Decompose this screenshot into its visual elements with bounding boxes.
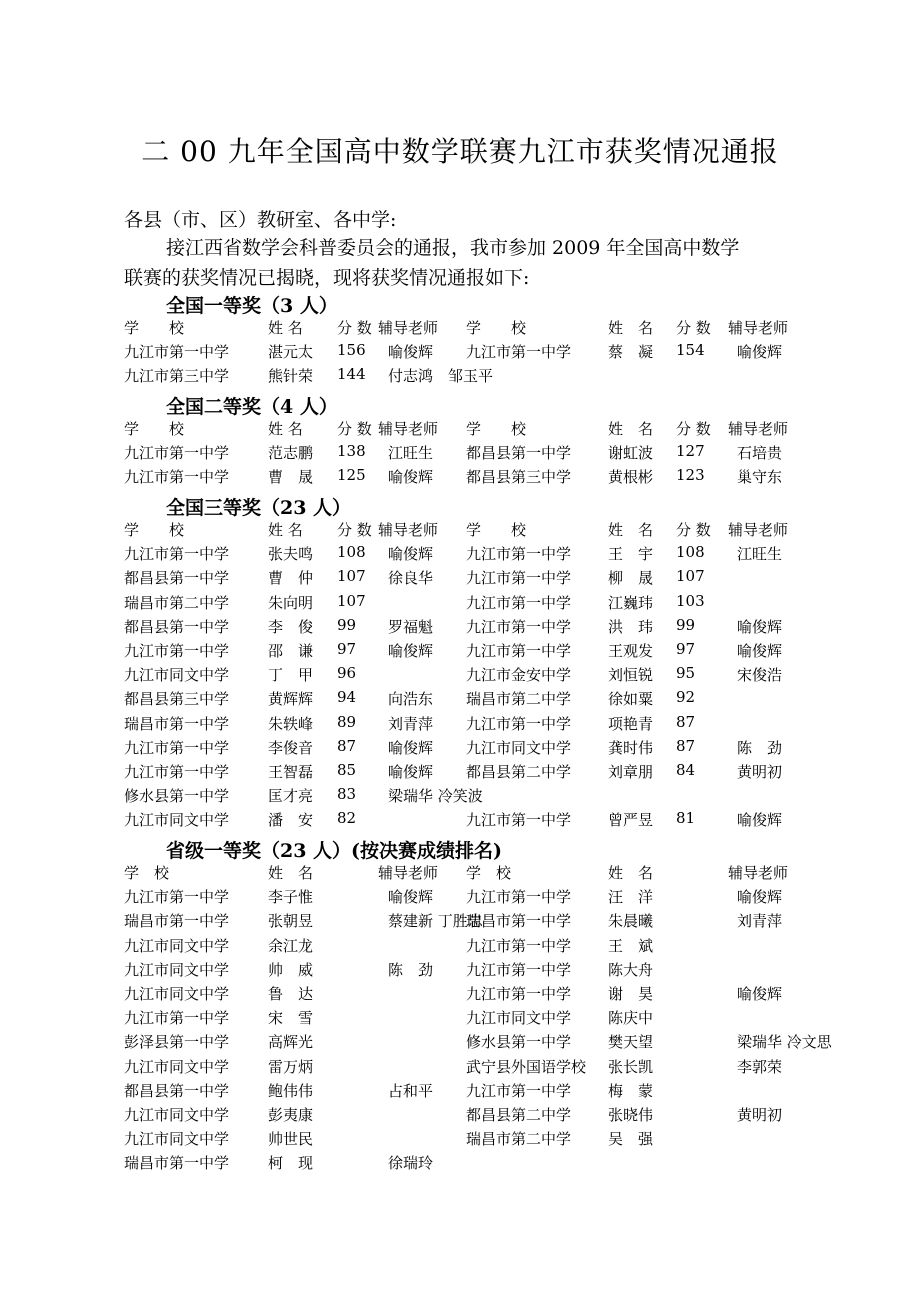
table-row bbox=[0, 983, 920, 1007]
table-row bbox=[0, 442, 920, 466]
cell-school: 瑞昌市第一中学 bbox=[124, 1154, 230, 1173]
cell-school: 九江市同文中学 bbox=[124, 960, 230, 979]
table-row bbox=[0, 543, 920, 567]
table-row bbox=[0, 959, 920, 983]
cell-name: 鲍伟伟 bbox=[268, 1081, 314, 1100]
cell-school: 彭泽县第一中学 bbox=[124, 1033, 230, 1052]
header-name-2: 姓 名 bbox=[608, 319, 654, 337]
cell-name: 余江龙 bbox=[268, 936, 314, 955]
header-score-2: 分 数 bbox=[676, 521, 711, 539]
cell-score: 144 bbox=[337, 365, 366, 384]
cell-name-2: 徐如粟 bbox=[608, 690, 654, 709]
cell-school: 九江市同文中学 bbox=[124, 1057, 230, 1076]
header-name: 姓 名 bbox=[268, 864, 314, 882]
header-name-2: 姓 名 bbox=[608, 521, 654, 539]
cell-school-2: 九江市第一中学 bbox=[466, 343, 572, 362]
table-row bbox=[0, 785, 920, 809]
cell-score: 99 bbox=[337, 615, 357, 634]
cell-name: 帅 威 bbox=[268, 960, 314, 979]
cell-score: 96 bbox=[337, 664, 357, 683]
cell-school-2: 瑞昌市第二中学 bbox=[466, 1130, 572, 1149]
table-row bbox=[0, 1104, 920, 1128]
header-teacher: 辅导老师 bbox=[378, 420, 439, 438]
cell-teacher: 陈 劲 bbox=[388, 960, 434, 979]
table-row bbox=[0, 886, 920, 910]
cell-name-2: 樊天望 bbox=[608, 1033, 654, 1052]
award-heading: 省级一等奖（23 人）(按决赛成绩排名) bbox=[166, 840, 503, 862]
cell-score: 89 bbox=[337, 712, 357, 731]
cell-teacher: 徐良华 bbox=[388, 569, 434, 588]
cell-teacher-2: 江旺生 bbox=[737, 545, 783, 564]
cell-teacher: 喻俊辉 bbox=[388, 888, 434, 907]
cell-name-2: 曾严昱 bbox=[608, 811, 654, 830]
cell-name-2: 谢 昊 bbox=[608, 985, 654, 1003]
cell-score-2: 97 bbox=[676, 640, 696, 658]
cell-name-2: 吴 强 bbox=[608, 1130, 654, 1149]
cell-school: 九江市第一中学 bbox=[124, 545, 230, 564]
cell-score: 97 bbox=[337, 640, 357, 658]
header-name: 姓 名 bbox=[268, 420, 303, 438]
header-teacher-2: 辅导老师 bbox=[728, 864, 789, 882]
award-heading: 全国三等奖（23 人） bbox=[166, 497, 352, 519]
cell-score-2: 87 bbox=[676, 712, 696, 731]
cell-teacher: 蔡建新 丁胜忠 bbox=[388, 912, 483, 931]
cell-teacher-2: 喻俊辉 bbox=[737, 888, 783, 907]
cell-school: 九江市同文中学 bbox=[124, 1106, 230, 1124]
table-row bbox=[0, 688, 920, 712]
table-row bbox=[0, 1007, 920, 1031]
cell-school: 都昌县第一中学 bbox=[124, 617, 230, 636]
cell-name-2: 蔡 凝 bbox=[608, 343, 654, 362]
cell-name: 邵 谦 bbox=[268, 642, 314, 660]
cell-name: 潘 安 bbox=[268, 811, 314, 830]
document-title: 二 00 九年全国高中数学联赛九江市获奖情况通报 bbox=[141, 135, 779, 168]
cell-teacher-2: 巢守东 bbox=[737, 468, 783, 487]
cell-name: 柯 现 bbox=[268, 1154, 314, 1173]
cell-school: 九江市第三中学 bbox=[124, 367, 230, 386]
header-teacher: 辅导老师 bbox=[378, 319, 439, 337]
header-name: 姓 名 bbox=[268, 319, 303, 337]
cell-score-2: 95 bbox=[676, 664, 696, 683]
cell-school-2: 瑞昌市第一中学 bbox=[466, 912, 572, 931]
header-score: 分 数 bbox=[337, 521, 372, 539]
cell-school-2: 九江市第一中学 bbox=[466, 642, 572, 660]
table-row bbox=[0, 1128, 920, 1152]
cell-score-2: 92 bbox=[676, 688, 696, 707]
award-heading: 全国一等奖（3 人） bbox=[166, 295, 338, 317]
cell-score: 87 bbox=[337, 736, 357, 755]
header-school-2: 学 校 bbox=[466, 521, 527, 539]
table-row bbox=[0, 365, 920, 389]
cell-name: 朱轶峰 bbox=[268, 714, 314, 733]
cell-school-2: 九江市金安中学 bbox=[466, 666, 572, 685]
cell-school-2: 九江市第一中学 bbox=[466, 985, 572, 1003]
cell-teacher: 刘青萍 bbox=[388, 714, 434, 733]
table-row bbox=[0, 466, 920, 490]
cell-score: 107 bbox=[337, 591, 366, 610]
table-row bbox=[0, 567, 920, 591]
cell-school: 九江市第一中学 bbox=[124, 763, 230, 781]
cell-score: 125 bbox=[337, 466, 366, 485]
cell-score: 156 bbox=[337, 341, 366, 360]
table-row bbox=[0, 761, 920, 785]
cell-school: 九江市第一中学 bbox=[124, 888, 230, 907]
intro-line-1: 接江西省数学会科普委员会的通报，我市参加 2009 年全国高中数学 bbox=[166, 237, 740, 259]
cell-name: 宋 雪 bbox=[268, 1009, 314, 1028]
cell-teacher: 喻俊辉 bbox=[388, 738, 434, 757]
cell-school-2: 九江市第一中学 bbox=[466, 960, 572, 979]
cell-school: 九江市第一中学 bbox=[124, 343, 230, 362]
header-school: 学 校 bbox=[124, 521, 185, 539]
cell-school: 瑞昌市第一中学 bbox=[124, 714, 230, 733]
cell-school-2: 武宁县外国语学校 bbox=[466, 1057, 587, 1076]
cell-school: 九江市同文中学 bbox=[124, 1130, 230, 1149]
cell-score: 107 bbox=[337, 567, 366, 586]
header-name: 姓 名 bbox=[268, 521, 303, 539]
cell-name-2: 张长凯 bbox=[608, 1057, 654, 1076]
cell-score-2: 103 bbox=[676, 591, 705, 610]
award-heading: 全国二等奖（4 人） bbox=[166, 396, 338, 418]
table-row bbox=[0, 664, 920, 688]
header-school-2: 学 校 bbox=[466, 319, 527, 337]
cell-name-2: 江巍玮 bbox=[608, 593, 654, 612]
cell-school-2: 九江市第一中学 bbox=[466, 714, 572, 733]
cell-teacher-2: 喻俊辉 bbox=[737, 985, 783, 1003]
cell-school: 九江市第一中学 bbox=[124, 468, 230, 487]
cell-school: 修水县第一中学 bbox=[124, 787, 230, 806]
cell-name: 黄辉辉 bbox=[268, 690, 314, 709]
cell-teacher-2: 喻俊辉 bbox=[737, 343, 783, 362]
cell-name: 李子惟 bbox=[268, 888, 314, 907]
cell-name-2: 陈庆中 bbox=[608, 1009, 654, 1028]
cell-teacher: 罗福魁 bbox=[388, 617, 434, 636]
cell-school-2: 九江市第一中学 bbox=[466, 593, 572, 612]
cell-teacher-2: 喻俊辉 bbox=[737, 811, 783, 830]
cell-school-2: 修水县第一中学 bbox=[466, 1033, 572, 1052]
cell-school-2: 都昌县第三中学 bbox=[466, 468, 572, 487]
cell-school: 九江市第一中学 bbox=[124, 642, 230, 660]
cell-score-2: 99 bbox=[676, 615, 696, 634]
cell-name-2: 柳 晟 bbox=[608, 569, 654, 588]
cell-name: 高辉光 bbox=[268, 1033, 314, 1052]
cell-teacher-2: 梁瑞华 冷文思 bbox=[737, 1033, 832, 1052]
cell-school-2: 都昌县第二中学 bbox=[466, 1106, 572, 1124]
cell-name: 张夫鸣 bbox=[268, 545, 314, 564]
table-row bbox=[0, 1056, 920, 1080]
cell-school: 瑞昌市第二中学 bbox=[124, 593, 230, 612]
cell-name-2: 龚时伟 bbox=[608, 738, 654, 757]
cell-school: 都昌县第三中学 bbox=[124, 690, 230, 709]
table-row bbox=[0, 809, 920, 833]
cell-name: 李 俊 bbox=[268, 617, 314, 636]
cell-score: 138 bbox=[337, 442, 366, 461]
cell-name-2: 汪 洋 bbox=[608, 888, 654, 907]
cell-score-2: 108 bbox=[676, 543, 705, 562]
cell-name: 帅世民 bbox=[268, 1130, 314, 1149]
header-teacher: 辅导老师 bbox=[378, 864, 439, 882]
cell-name: 王智磊 bbox=[268, 763, 314, 781]
cell-school: 九江市第一中学 bbox=[124, 444, 230, 463]
cell-teacher-2: 黄明初 bbox=[737, 1106, 783, 1124]
cell-name: 彭夷康 bbox=[268, 1106, 314, 1124]
table-row bbox=[0, 1152, 920, 1176]
cell-teacher-2: 刘青萍 bbox=[737, 912, 783, 931]
cell-school: 都昌县第一中学 bbox=[124, 1081, 230, 1100]
cell-school: 九江市第一中学 bbox=[124, 1009, 230, 1028]
intro-line-2: 联赛的获奖情况已揭晓，现将获奖情况通报如下: bbox=[124, 267, 530, 289]
header-score-2: 分 数 bbox=[676, 420, 711, 438]
cell-name-2: 谢虹波 bbox=[608, 444, 654, 463]
header-score: 分 数 bbox=[337, 319, 372, 337]
cell-name: 湛元太 bbox=[268, 343, 314, 362]
cell-name-2: 王 斌 bbox=[608, 936, 654, 955]
header-name-2: 姓 名 bbox=[608, 864, 654, 882]
cell-teacher: 占和平 bbox=[388, 1081, 434, 1100]
cell-name-2: 陈大舟 bbox=[608, 960, 654, 979]
cell-school-2: 九江市第一中学 bbox=[466, 545, 572, 564]
header-name-2: 姓 名 bbox=[608, 420, 654, 438]
table-row bbox=[0, 592, 920, 616]
table-row bbox=[0, 935, 920, 959]
cell-school-2: 九江市同文中学 bbox=[466, 738, 572, 757]
cell-name: 熊针荣 bbox=[268, 367, 314, 386]
header-school-2: 学 校 bbox=[466, 864, 512, 882]
cell-school-2: 九江市第一中学 bbox=[466, 617, 572, 636]
cell-teacher: 喻俊辉 bbox=[388, 468, 434, 487]
cell-name-2: 洪 玮 bbox=[608, 617, 654, 636]
cell-score: 83 bbox=[337, 785, 357, 804]
cell-teacher: 江旺生 bbox=[388, 444, 434, 463]
cell-name-2: 刘恒锐 bbox=[608, 666, 654, 685]
cell-school-2: 九江市第一中学 bbox=[466, 888, 572, 907]
cell-name: 雷万炳 bbox=[268, 1057, 314, 1076]
cell-score: 82 bbox=[337, 809, 357, 828]
table-row bbox=[0, 1031, 920, 1055]
header-school: 学 校 bbox=[124, 420, 185, 438]
header-score-2: 分 数 bbox=[676, 319, 711, 337]
cell-name-2: 朱晨曦 bbox=[608, 912, 654, 931]
table-row bbox=[0, 341, 920, 365]
cell-school: 瑞昌市第一中学 bbox=[124, 912, 230, 931]
cell-name-2: 王观发 bbox=[608, 642, 654, 660]
cell-teacher-2: 石培贵 bbox=[737, 444, 783, 463]
cell-name: 匡才亮 bbox=[268, 787, 314, 806]
cell-school-2: 九江市第一中学 bbox=[466, 811, 572, 830]
cell-teacher: 付志鸿 邹玉平 bbox=[388, 367, 494, 386]
header-teacher-2: 辅导老师 bbox=[728, 420, 789, 438]
header-teacher-2: 辅导老师 bbox=[728, 521, 789, 539]
cell-name: 鲁 达 bbox=[268, 985, 314, 1003]
cell-name-2: 梅 蒙 bbox=[608, 1081, 654, 1100]
cell-teacher-2: 宋俊浩 bbox=[737, 666, 783, 685]
table-row bbox=[0, 616, 920, 640]
table-row bbox=[0, 1080, 920, 1104]
table-row bbox=[0, 910, 920, 934]
cell-name: 曹 晟 bbox=[268, 468, 314, 487]
cell-school: 九江市同文中学 bbox=[124, 985, 230, 1003]
cell-teacher-2: 喻俊辉 bbox=[737, 617, 783, 636]
cell-name-2: 项艳青 bbox=[608, 714, 654, 733]
cell-score-2: 107 bbox=[676, 567, 705, 586]
cell-teacher: 徐瑞玲 bbox=[388, 1154, 434, 1173]
header-school: 学 校 bbox=[124, 319, 185, 337]
header-teacher: 辅导老师 bbox=[378, 521, 439, 539]
table-header-row bbox=[0, 418, 920, 442]
cell-school-2: 都昌县第二中学 bbox=[466, 763, 572, 781]
table-row bbox=[0, 713, 920, 737]
cell-school-2: 九江市同文中学 bbox=[466, 1009, 572, 1028]
header-teacher-2: 辅导老师 bbox=[728, 319, 789, 337]
cell-name: 曹 仲 bbox=[268, 569, 314, 588]
cell-teacher: 向浩东 bbox=[388, 690, 434, 709]
cell-school: 都昌县第一中学 bbox=[124, 569, 230, 588]
cell-teacher-2: 黄明初 bbox=[737, 763, 783, 781]
cell-teacher: 梁瑞华 冷笑波 bbox=[388, 787, 483, 806]
header-score: 分 数 bbox=[337, 420, 372, 438]
cell-teacher: 喻俊辉 bbox=[388, 545, 434, 564]
table-header-row bbox=[0, 862, 920, 886]
cell-teacher-2: 李郭荣 bbox=[737, 1057, 783, 1076]
cell-name: 张朝昱 bbox=[268, 912, 314, 931]
salutation: 各县（市、区）教研室、各中学: bbox=[124, 209, 397, 231]
cell-school: 九江市第一中学 bbox=[124, 738, 230, 757]
header-school-2: 学 校 bbox=[466, 420, 527, 438]
cell-school-2: 九江市第一中学 bbox=[466, 569, 572, 588]
cell-score: 85 bbox=[337, 761, 357, 779]
cell-teacher-2: 陈 劲 bbox=[737, 738, 783, 757]
table-row bbox=[0, 737, 920, 761]
cell-name-2: 黄根彬 bbox=[608, 468, 654, 487]
cell-school-2: 九江市第一中学 bbox=[466, 936, 572, 955]
cell-score: 94 bbox=[337, 688, 357, 707]
cell-school-2: 九江市第一中学 bbox=[466, 1081, 572, 1100]
cell-school: 九江市同文中学 bbox=[124, 666, 230, 685]
cell-teacher: 喻俊辉 bbox=[388, 642, 434, 660]
cell-score-2: 127 bbox=[676, 442, 705, 461]
cell-score-2: 81 bbox=[676, 809, 696, 828]
cell-name: 范志鹏 bbox=[268, 444, 314, 463]
cell-school: 九江市同文中学 bbox=[124, 936, 230, 955]
table-row bbox=[0, 640, 920, 664]
cell-name: 丁 甲 bbox=[268, 666, 314, 685]
cell-teacher-2: 喻俊辉 bbox=[737, 642, 783, 660]
cell-score-2: 123 bbox=[676, 466, 705, 485]
cell-school-2: 瑞昌市第二中学 bbox=[466, 690, 572, 709]
cell-school: 九江市同文中学 bbox=[124, 811, 230, 830]
header-school: 学 校 bbox=[124, 864, 170, 882]
cell-score-2: 87 bbox=[676, 736, 696, 755]
cell-score-2: 84 bbox=[676, 761, 696, 779]
cell-score-2: 154 bbox=[676, 341, 705, 360]
cell-name-2: 王 宇 bbox=[608, 545, 654, 564]
cell-teacher: 喻俊辉 bbox=[388, 343, 434, 362]
cell-score: 108 bbox=[337, 543, 366, 562]
cell-name-2: 张晓伟 bbox=[608, 1106, 654, 1124]
cell-school-2: 都昌县第一中学 bbox=[466, 444, 572, 463]
table-header-row bbox=[0, 317, 920, 341]
cell-name-2: 刘章朋 bbox=[608, 763, 654, 781]
cell-name: 李俊音 bbox=[268, 738, 314, 757]
cell-teacher: 喻俊辉 bbox=[388, 763, 434, 781]
table-header-row bbox=[0, 519, 920, 543]
cell-name: 朱向明 bbox=[268, 593, 314, 612]
